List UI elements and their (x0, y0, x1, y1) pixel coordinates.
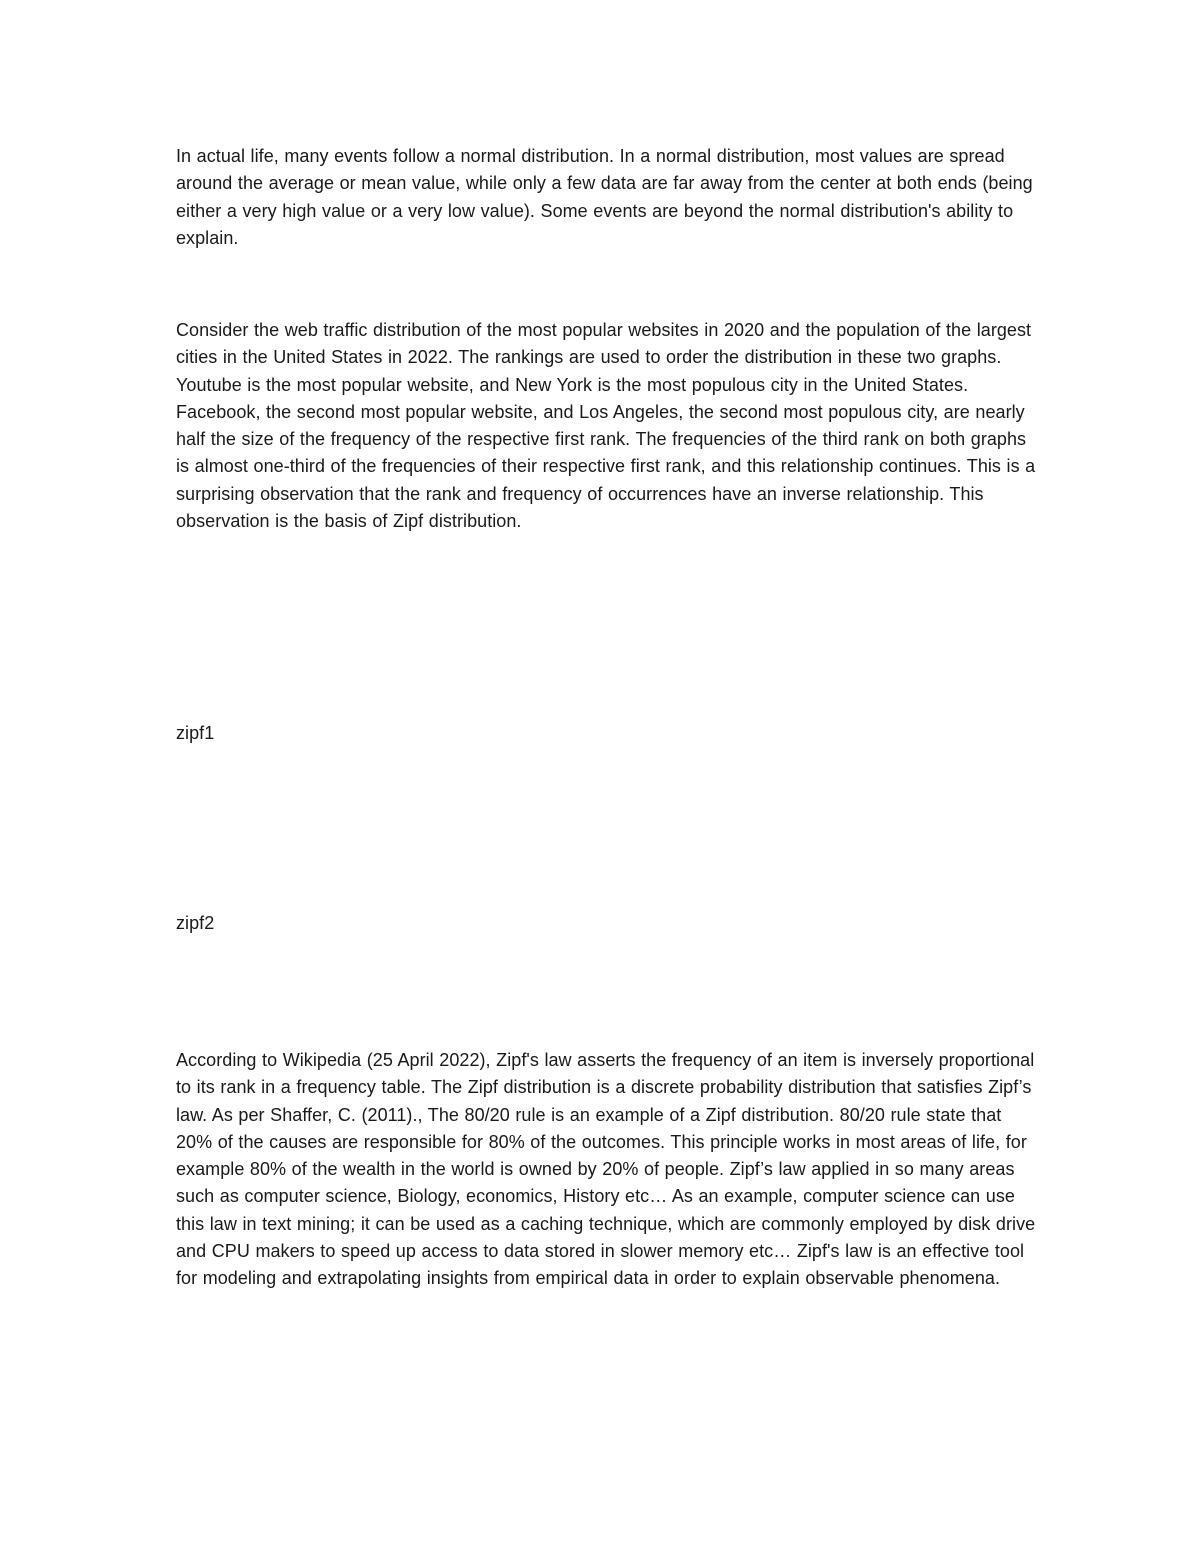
paragraph-zipf-law: According to Wikipedia (25 April 2022), Zipf's law asserts the frequency of an item is inversely proportional to its rank in a frequency table. The Zipf distribution is a discrete probability distribution that satisfies Zipf’s law. As per Shaffer, C. (2011)., The 80/20 rule is an example of a Zipf distribution. 80/20 rule state that 20% of the causes are responsible for 80% of the outcomes. This principle works in most areas of life, for example 80% of the wealth in the world is owned by 20% of people. Zipf’s law applied in so many areas such as computer science, Biology, economics, History etc… As an example, computer science can use this law in text mining; it can be used as a caching technique, which are commonly employed by disk drive and CPU makers to speed up access to data stored in slower memory etc… Zipf's law is an effective tool for modeling and extrapolating insights from empirical data in order to explain observable phenomena. (176, 1050, 1036, 1289)
paragraph-normal-distribution: In actual life, many events follow a normal distribution. In a normal distribution, most values are spread around the average or mean value, while only a few data are far away from the center at both ends (being either a very high value or a very low value). Some events are beyond the normal distribution's ability to explain. (176, 146, 1033, 248)
figure-placeholder-zipf1: zipf1 (176, 723, 215, 743)
figure-placeholder-zipf2: zipf2 (176, 913, 215, 933)
paragraph-web-traffic: Consider the web traffic distribution of the most popular websites in 2020 and the population of the largest cities in the United States in 2022. The rankings are used to order the distribution in these two graphs. Youtube is the most popular website, and New York is the most populous city in the United States. Facebook, the second most popular website, and Los Angeles, the second most populous city, are nearly half the size of the frequency of the respective first rank. The frequencies of the third rank on both graphs is almost one-third of the frequencies of their respective first rank, and this relationship continues. This is a surprising observation that the rank and frequency of occurrences have an inverse relationship. This observation is the basis of Zipf distribution. (176, 320, 1036, 532)
